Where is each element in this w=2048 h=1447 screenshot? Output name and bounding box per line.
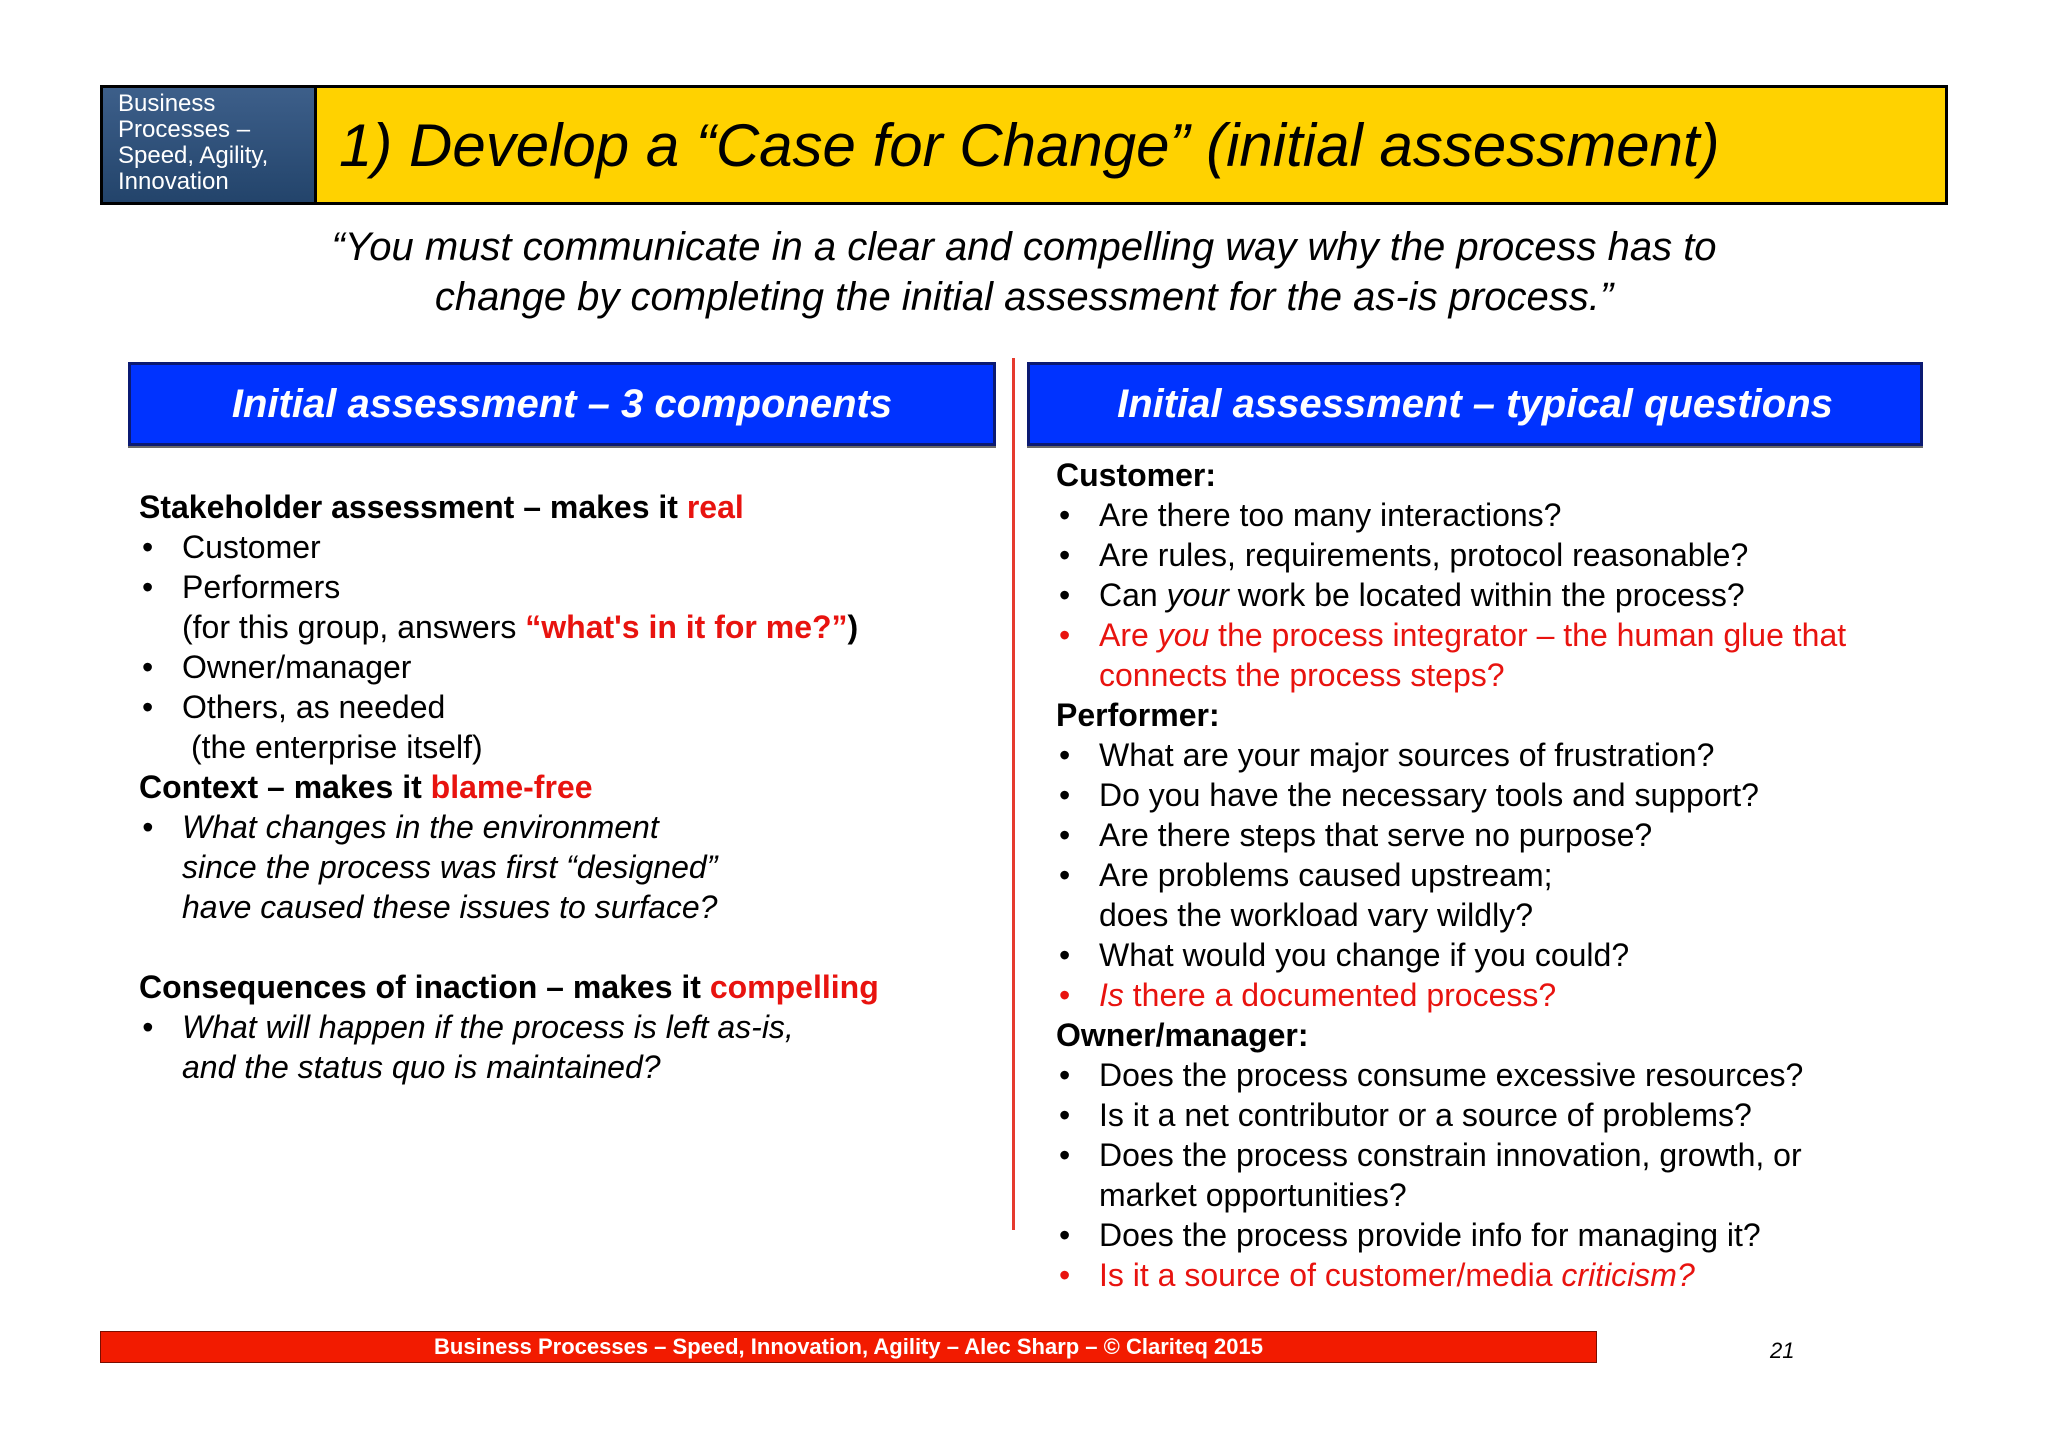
brand-line: Business (118, 90, 216, 117)
list-item-note: (the enterprise itself) (191, 729, 483, 765)
section-heading-context (139, 767, 999, 807)
section-heading-consequences (139, 967, 999, 1007)
question-continued: connects the process steps? (1099, 657, 1505, 693)
right-panel-header: Initial assessment – typical questions (1027, 362, 1923, 446)
heading-emphasis: compelling (709, 969, 879, 1005)
list-item: • Others, as needed (139, 687, 999, 727)
question-emphasis: your (1166, 577, 1229, 613)
question-item-highlight (1056, 615, 1956, 655)
question-item: • Does the process constrain innovation, growth, or (1056, 1135, 1956, 1175)
slide-title: 1) Develop a “Case for Change” (initial assessment) (317, 88, 1945, 202)
list-item-continued: and the status quo is maintained? (182, 1049, 661, 1085)
note-emphasis: “what's in it for me?” (525, 609, 848, 645)
section-heading-performer: Performer: (1056, 697, 1220, 733)
brand-box (103, 88, 317, 202)
question-continued: does the workload vary wildly? (1099, 897, 1533, 933)
question-item: • Does the process provide info for managing it? (1056, 1215, 1956, 1255)
spacer (139, 927, 999, 967)
question-text: there a documented process? (1123, 977, 1557, 1013)
left-panel-header: Initial assessment – 3 components (128, 362, 996, 446)
question-item: • What are your major sources of frustration? (1056, 735, 1956, 775)
quote-line: change by completing the initial assessment for the as-is process.” (434, 275, 1614, 319)
question-item: • Do you have the necessary tools and support? (1056, 775, 1956, 815)
list-item: • Owner/manager (139, 647, 999, 687)
note-text: (for this group, answers (182, 609, 526, 645)
question-text: the process integrator – the human glue that (1209, 617, 1847, 653)
heading-text: Consequences of inaction – makes it (139, 969, 710, 1005)
brand-line: Processes – (118, 116, 251, 143)
section-heading-owner: Owner/manager: (1056, 1017, 1309, 1053)
left-column (139, 487, 999, 1087)
question-item (1056, 575, 1956, 615)
list-item: • Performers (139, 567, 999, 607)
brand-line: Speed, Agility, (118, 142, 269, 169)
list-item: • What will happen if the process is left as-is, (139, 1007, 999, 1047)
section-heading-stakeholder (139, 487, 999, 527)
question-emphasis: you (1157, 617, 1210, 653)
question-item: • Are problems caused upstream; (1056, 855, 1956, 895)
question-item: • Are there steps that serve no purpose? (1056, 815, 1956, 855)
question-emphasis: Is (1099, 977, 1124, 1013)
question-item: • Does the process consume excessive resources? (1056, 1055, 1956, 1095)
question-text: Can (1099, 577, 1167, 613)
right-column (1056, 455, 1956, 1295)
question-item: • Are rules, requirements, protocol reasonable? (1056, 535, 1956, 575)
question-item-highlight (1056, 975, 1956, 1015)
question-text: Are (1099, 617, 1158, 653)
list-item-continued: since the process was first “designed” (182, 849, 718, 885)
question-item: • What would you change if you could? (1056, 935, 1956, 975)
brand-line: Innovation (118, 168, 229, 195)
question-item: • Is it a net contributor or a source of problems? (1056, 1095, 1956, 1135)
list-item-note (139, 607, 999, 647)
question-text: Is it a source of customer/media (1099, 1257, 1562, 1293)
page-number: 21 (1770, 1338, 1795, 1363)
question-item-highlight (1056, 1255, 1956, 1295)
question-item: • Are there too many interactions? (1056, 495, 1956, 535)
heading-text: Context – makes it (139, 769, 431, 805)
quote-line: “You must communicate in a clear and compelling way why the process has to (331, 225, 1717, 269)
heading-emphasis: real (686, 489, 744, 525)
list-item: • What changes in the environment (139, 807, 999, 847)
section-heading-customer: Customer: (1056, 457, 1217, 493)
slide-header (100, 85, 1948, 205)
heading-emphasis: blame-free (430, 769, 593, 805)
intro-quote (100, 222, 1948, 322)
note-text: ) (847, 609, 859, 645)
question-text: work be located within the process? (1228, 577, 1745, 613)
list-item-continued: have caused these issues to surface? (182, 889, 718, 925)
question-continued: market opportunities? (1099, 1177, 1407, 1213)
footer-bar: Business Processes – Speed, Innovation, Agility – Alec Sharp – © Clariteq 2015 (100, 1331, 1597, 1363)
question-emphasis: criticism? (1561, 1257, 1695, 1293)
column-divider (1012, 358, 1015, 1230)
list-item: • Customer (139, 527, 999, 567)
heading-text: Stakeholder assessment – makes it (139, 489, 687, 525)
